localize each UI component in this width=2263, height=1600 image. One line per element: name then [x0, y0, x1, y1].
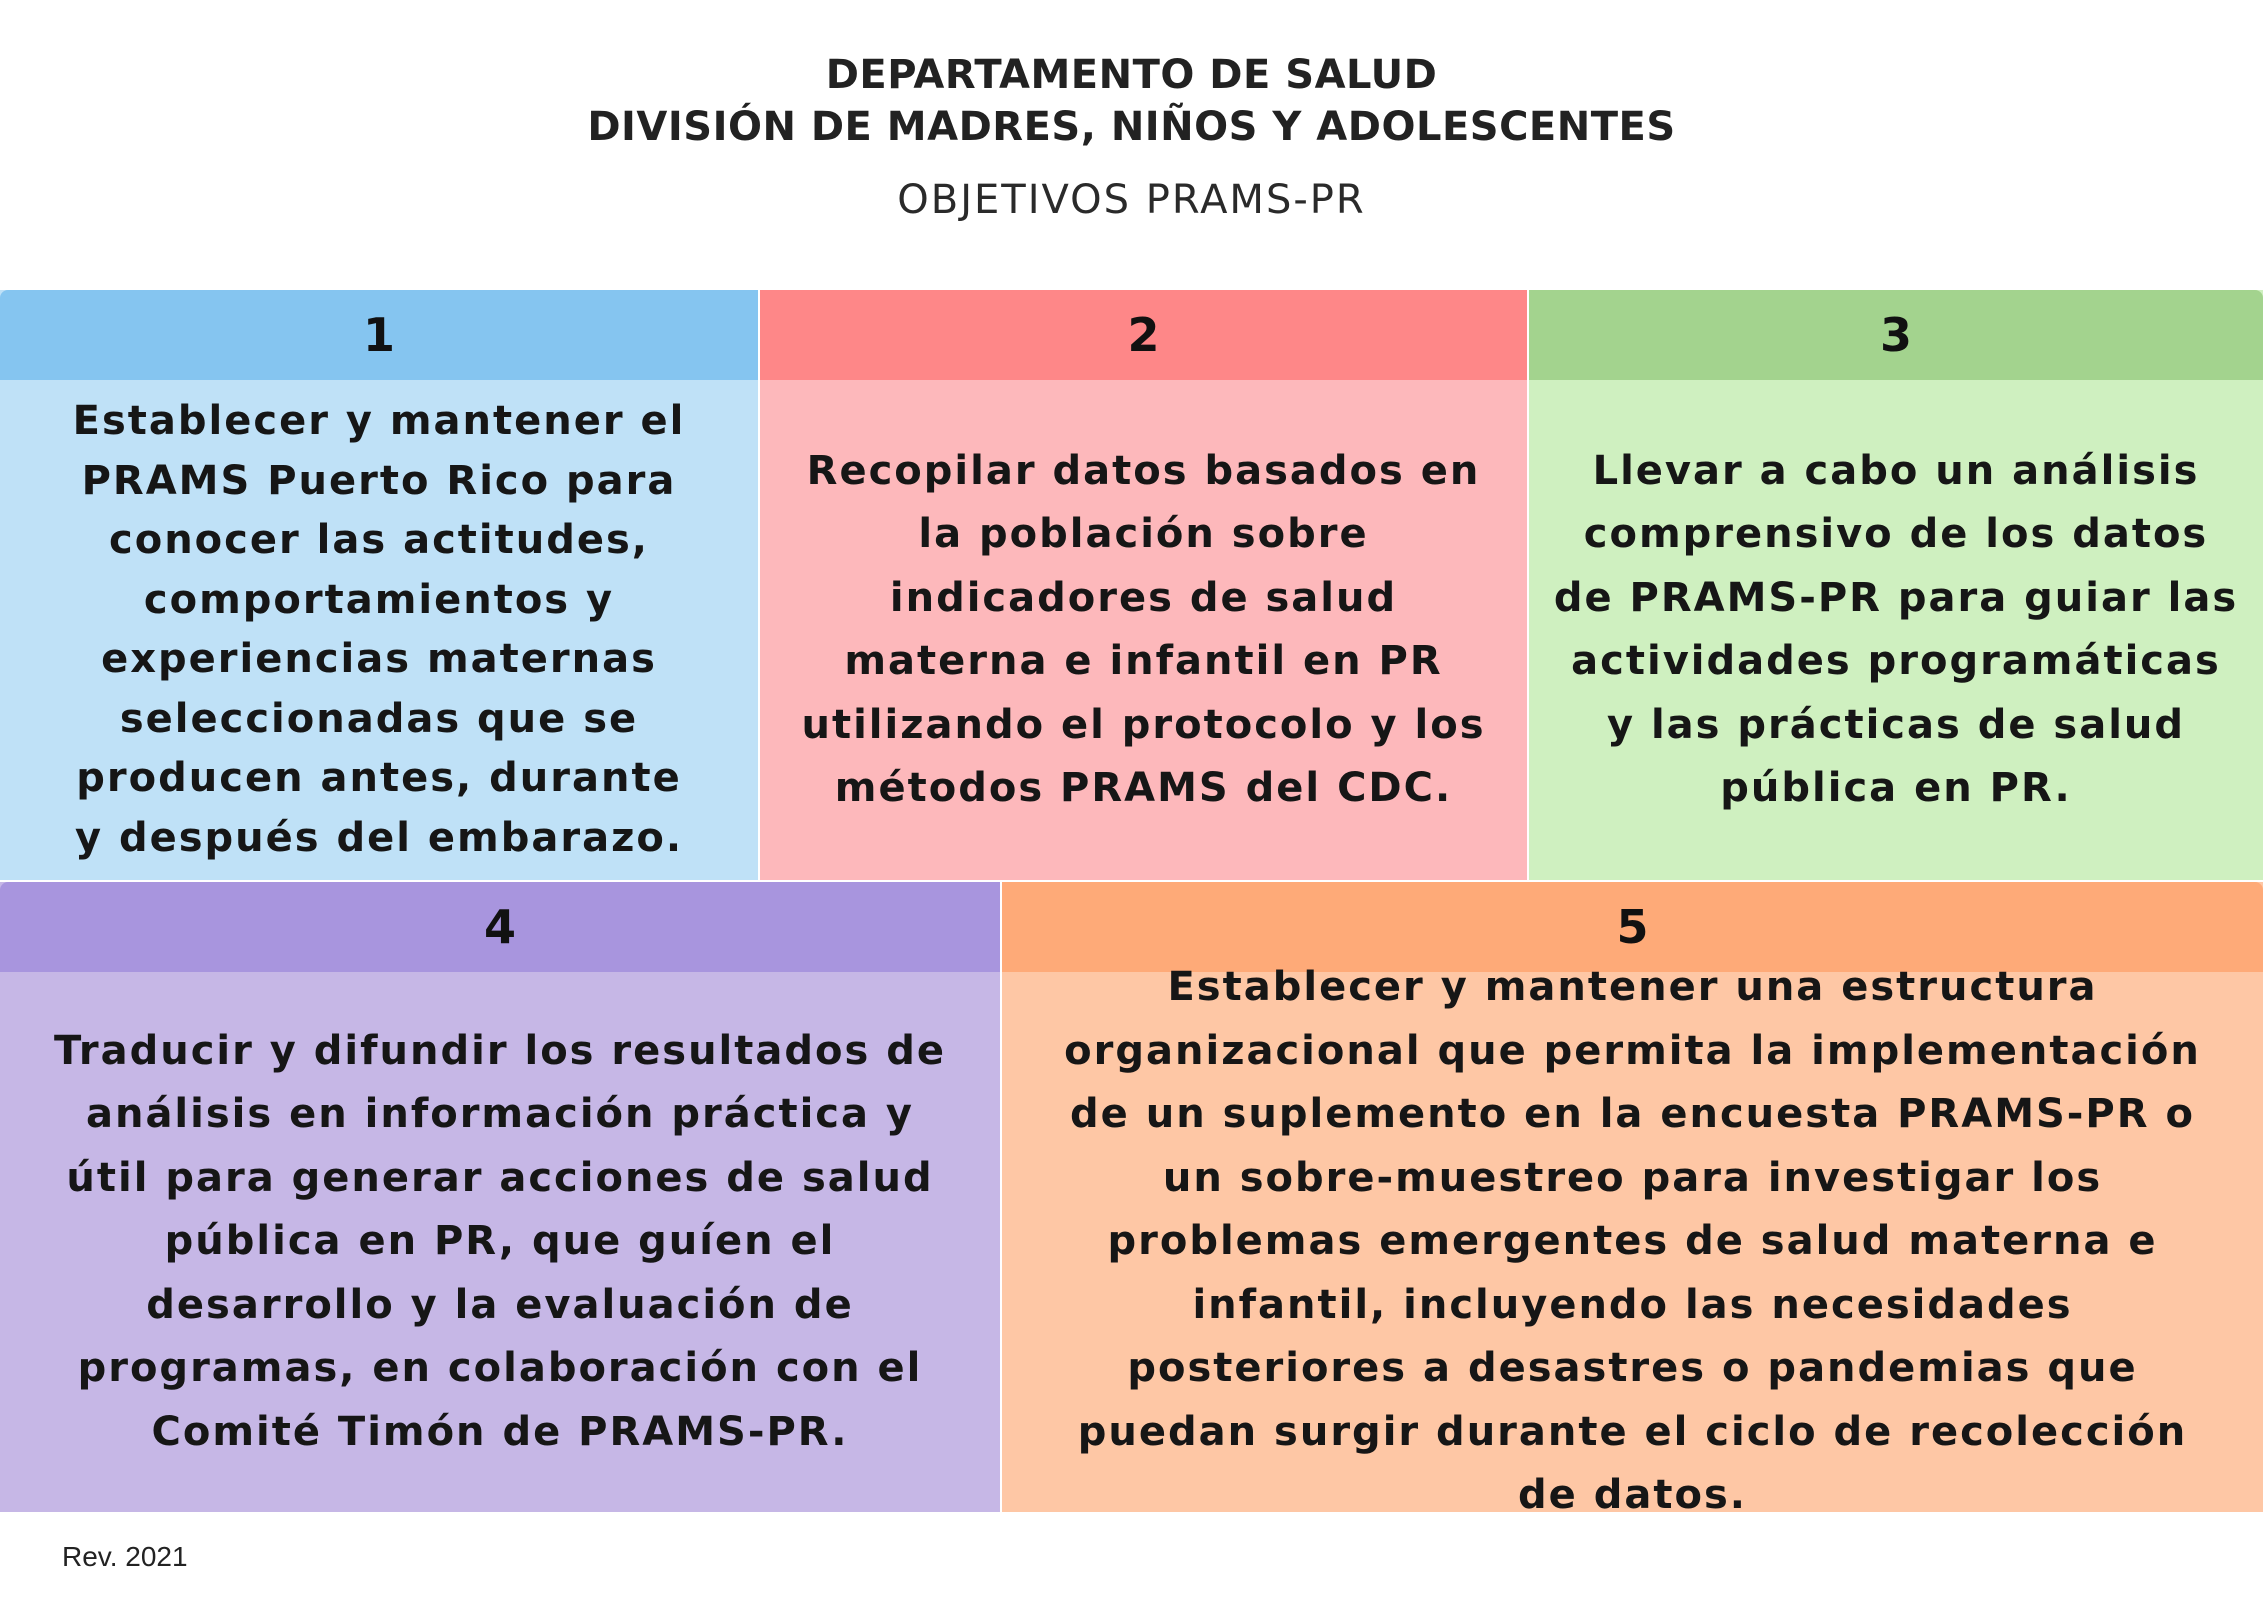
objective-text-4: Traducir y difundir los resultados de análisis en información práctica y útil para generar acciones de salud pública en PR, que guíen el desarrollo y la evaluación de programas, en colaboración con el Comité Timón de PRAMS-PR.: [54, 1027, 946, 1455]
objective-body-5: [1002, 964, 2263, 1519]
objective-panel-5: [1002, 882, 2263, 1519]
objective-body-3: [1529, 380, 2263, 880]
department-title: DEPARTAMENTO DE SALUD: [825, 52, 1438, 98]
page-subtitle: OBJETIVOS PRAMS-PR: [897, 177, 1366, 223]
objective-number-2: 2: [760, 290, 1527, 380]
objective-text-3: Llevar a cabo un análisis comprensivo de los datos de PRAMS-PR para guiar las actividades programáticas y las prácticas de salud pública en PR.: [1553, 447, 2239, 811]
objective-text-2: Recopilar datos basados en la población sobre indicadores de salud materna e infantil en PR utilizando el protocolo y los métodos PRAMS del CDC.: [801, 447, 1486, 811]
objective-text-5: Establecer y mantener una estructura organizacional que permita la implementación de un suplemento en la encuesta PRAMS-PR o un sobre-muestreo para investigar los problemas emergentes de salud materna e infantil, incluyendo las necesidades posteriores a desastres o pandemias que puedan surgir durante el ciclo de recolección de datos.: [1064, 964, 2201, 1519]
objective-panel-1: [0, 290, 758, 880]
objective-panel-3: [1529, 290, 2263, 880]
objective-body-4: [0, 972, 1000, 1512]
revision-note: Rev. 2021: [62, 1541, 188, 1572]
objective-panel-2: [760, 290, 1527, 880]
objective-number-1: 1: [0, 290, 758, 380]
objective-body-1: [0, 380, 758, 880]
objective-text-1: Establecer y mantener el PRAMS Puerto Rico para conocer las actitudes, comportamientos y experiencias maternas seleccionadas que se producen antes, durante y después del embarazo.: [72, 398, 686, 861]
objective-number-3: 3: [1529, 290, 2263, 380]
division-title: DIVISIÓN DE MADRES, NIÑOS Y ADOLESCENTES: [587, 104, 1676, 150]
objective-panel-4: [0, 882, 1000, 1512]
objective-body-2: [760, 380, 1527, 880]
objective-number-4: 4: [0, 882, 1000, 972]
objective-number-5: 5: [1002, 882, 2263, 972]
